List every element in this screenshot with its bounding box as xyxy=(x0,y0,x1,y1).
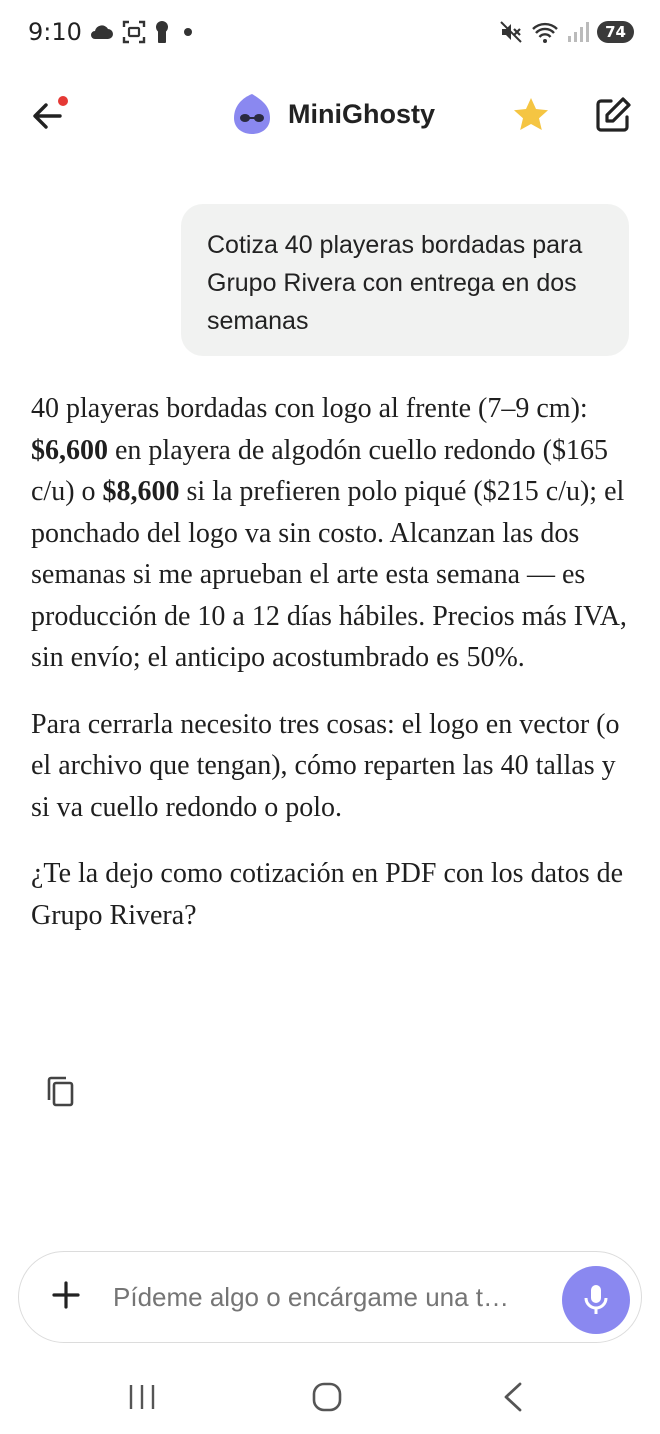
status-bar xyxy=(0,0,660,70)
battery-icon: 74 xyxy=(597,21,634,43)
user-message-bubble xyxy=(181,204,629,356)
voice-input-button[interactable] xyxy=(562,1266,630,1334)
message-input[interactable] xyxy=(113,1282,549,1313)
status-icons-left xyxy=(88,20,198,44)
mute-icon xyxy=(499,20,523,44)
chat-header xyxy=(0,80,660,160)
assistant-message xyxy=(31,388,631,961)
price-polo: $8,600 xyxy=(102,476,180,507)
cloud-icon xyxy=(88,23,114,41)
microphone-icon xyxy=(581,1282,611,1318)
copy-icon xyxy=(44,1074,78,1110)
assistant-paragraph xyxy=(31,388,631,679)
keyhole-icon xyxy=(154,20,170,44)
price-cotton: $6,600 xyxy=(31,434,108,466)
new-chat-button[interactable] xyxy=(592,94,634,136)
home-button[interactable] xyxy=(310,1380,344,1414)
wifi-icon xyxy=(531,20,559,44)
notification-dot xyxy=(58,96,68,106)
copy-button[interactable] xyxy=(44,1074,78,1110)
chevron-left-icon xyxy=(498,1380,528,1414)
ghost-avatar-icon xyxy=(232,92,272,136)
signal-icon xyxy=(567,21,589,43)
message-composer xyxy=(18,1251,642,1343)
dot-icon xyxy=(178,22,198,42)
user-message-text: Cotiza 40 playeras bordadas para Grupo Rivera con entrega en dos semanas xyxy=(207,231,583,335)
assistant-paragraph: ¿Te la dejo como cotización en PDF con los datos de Grupo Rivera? xyxy=(31,858,624,931)
recent-apps-button[interactable] xyxy=(126,1382,158,1412)
chat-title[interactable] xyxy=(232,92,435,136)
plus-icon xyxy=(49,1278,83,1312)
assistant-text: en playera de algodón cuello redondo ($165 c/u) o xyxy=(31,434,608,507)
home-icon xyxy=(310,1380,344,1414)
nav-back-button[interactable] xyxy=(498,1380,528,1414)
recent-apps-icon xyxy=(126,1382,158,1412)
edit-icon xyxy=(592,94,634,136)
favorite-button[interactable] xyxy=(510,94,552,136)
page-title: MiniGhosty xyxy=(288,98,435,129)
assistant-text: si la prefieren polo piqué ($215 c/u); el ponchado del logo va sin costo. Alcanzan las dos semanas si me aprueban el arte esta semana — es producción de 10 a 12 días hábiles. Precios más IVA, sin envío; el anticipo acostumbrado es 50%. xyxy=(31,476,627,673)
assistant-text: 40 playeras bordadas con logo al frente (7–9 cm): xyxy=(31,393,588,424)
status-icons-right xyxy=(499,20,634,44)
assistant-paragraph: Para cerrarla necesito tres cosas: el logo en vector (o el archivo que tengan), cómo reparten las 40 tallas y si va cuello redondo o polo. xyxy=(31,708,620,823)
star-icon xyxy=(510,94,552,136)
system-nav-bar xyxy=(0,1360,660,1434)
add-attachment-button[interactable] xyxy=(49,1278,83,1312)
screenshot-icon xyxy=(122,20,146,44)
status-time: 9:10 xyxy=(28,18,82,46)
